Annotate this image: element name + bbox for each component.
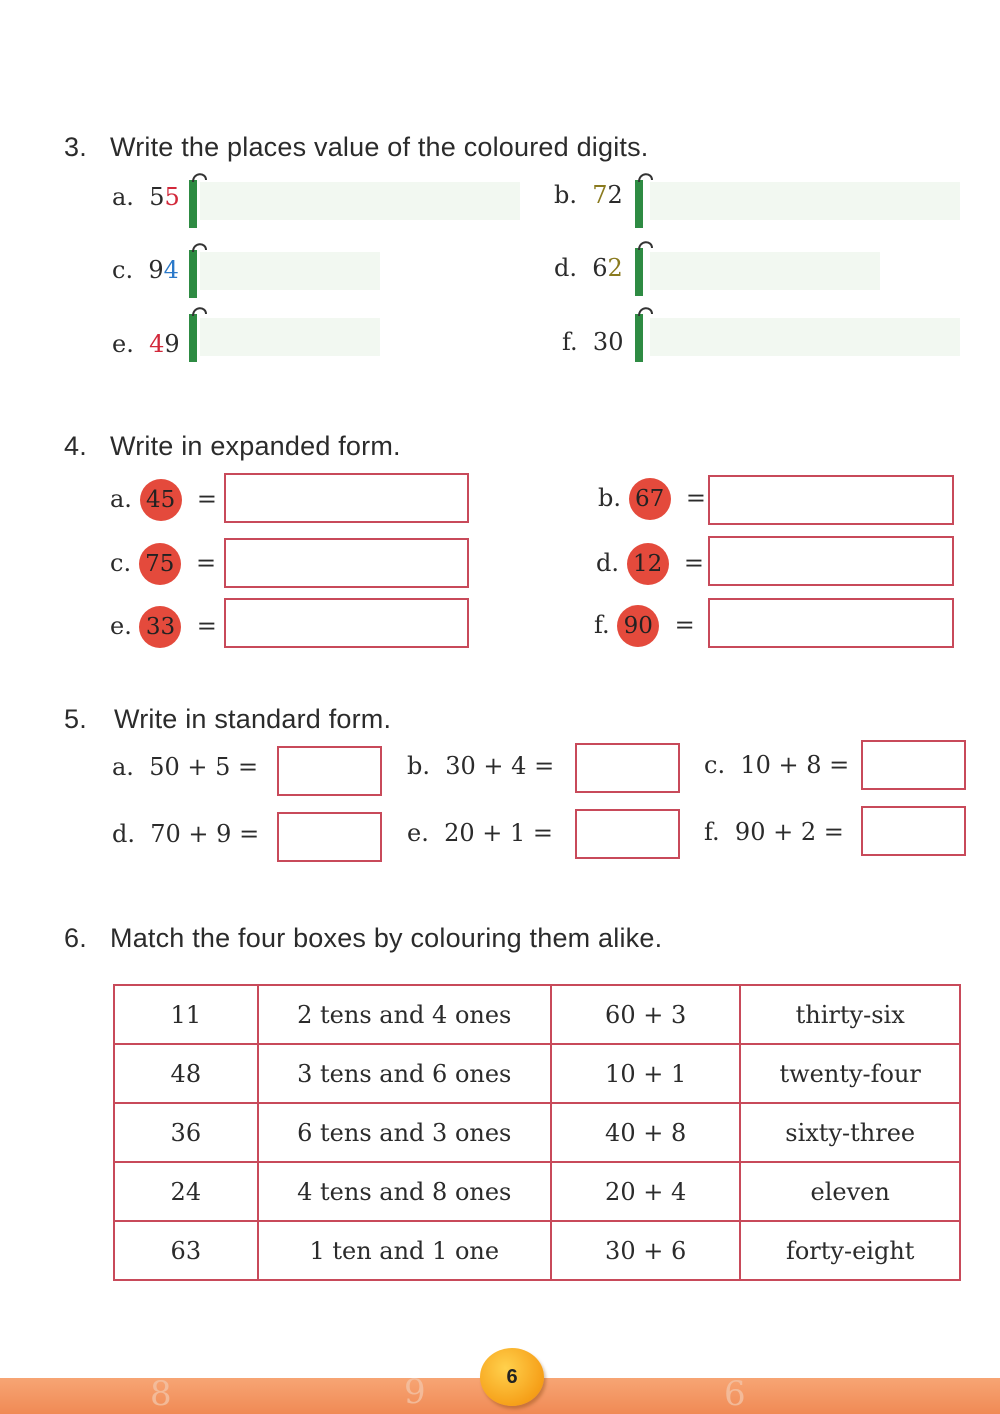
coloured-digit: 4: [149, 330, 165, 358]
bookmark-icon: [632, 304, 662, 364]
q3-item-f: [562, 328, 623, 356]
expression: 20 + 1 =: [444, 819, 554, 847]
match-cell[interactable]: 11: [114, 985, 258, 1044]
match-cell[interactable]: 2 tens and 4 ones: [258, 985, 551, 1044]
q3-item-b: [554, 181, 623, 209]
number-circle: 12: [627, 543, 669, 585]
answer-box[interactable]: [708, 536, 954, 586]
answer-box[interactable]: [575, 743, 680, 793]
match-cell[interactable]: 4 tens and 8 ones: [258, 1162, 551, 1221]
match-cell[interactable]: 1 ten and 1 one: [258, 1221, 551, 1280]
answer-box[interactable]: [861, 740, 966, 790]
table-row: [114, 1044, 960, 1103]
q5-item-f: [704, 818, 844, 846]
coloured-digit: 5: [164, 183, 180, 211]
answer-box[interactable]: [224, 538, 469, 588]
answer-box[interactable]: [277, 746, 382, 796]
item-label: f.: [562, 328, 578, 356]
bookmark-icon: [186, 304, 216, 364]
equals-sign: =: [196, 485, 217, 513]
match-cell[interactable]: 36: [114, 1103, 258, 1162]
match-cell[interactable]: 10 + 1: [551, 1044, 741, 1103]
q4-item-c: [110, 543, 216, 585]
table-row: [114, 1162, 960, 1221]
item-label: c.: [112, 256, 134, 284]
match-cell[interactable]: 30 + 6: [551, 1221, 741, 1280]
answer-strip[interactable]: [650, 182, 960, 220]
number-circle: 67: [629, 478, 671, 520]
ones-digit: 9: [164, 330, 180, 358]
q5-item-a: [112, 753, 258, 781]
item-label: d.: [596, 549, 619, 577]
expression: 90 + 2 =: [734, 818, 844, 846]
expression: 50 + 5 =: [149, 753, 259, 781]
match-cell[interactable]: 60 + 3: [551, 985, 741, 1044]
item-label: c.: [110, 549, 132, 577]
item-label: b.: [554, 181, 577, 209]
item-label: b.: [407, 752, 430, 780]
table-row: [114, 1221, 960, 1280]
number-circle: 75: [139, 543, 181, 585]
tens-digit: 9: [148, 256, 164, 284]
tens-digit: 3: [592, 328, 609, 356]
item-label: f.: [594, 611, 610, 639]
expression: 70 + 9 =: [150, 820, 260, 848]
answer-strip[interactable]: [650, 252, 880, 290]
q3-item-c: [112, 256, 179, 284]
match-cell[interactable]: thirty-six: [740, 985, 960, 1044]
q4-item-f: [594, 605, 695, 647]
decor-digit: 9: [404, 1372, 426, 1412]
item-label: a.: [112, 183, 134, 211]
number-circle: 45: [140, 479, 182, 521]
ones-digit: 0: [608, 328, 624, 356]
answer-box[interactable]: [277, 812, 382, 862]
match-cell[interactable]: forty-eight: [740, 1221, 960, 1280]
coloured-digit: 4: [163, 256, 179, 284]
q5-heading: [64, 704, 391, 735]
tens-digit: 5: [149, 183, 165, 211]
q4-item-a: [110, 479, 217, 521]
match-cell[interactable]: 6 tens and 3 ones: [258, 1103, 551, 1162]
match-cell[interactable]: 48: [114, 1044, 258, 1103]
table-row: [114, 1103, 960, 1162]
decor-digit: 8: [150, 1374, 172, 1414]
item-label: e.: [407, 819, 429, 847]
item-label: c.: [704, 751, 726, 779]
item-label: e.: [112, 330, 134, 358]
q3-heading: [64, 132, 649, 163]
q4-item-e: [110, 606, 217, 648]
answer-strip[interactable]: [200, 252, 380, 290]
match-cell[interactable]: sixty-three: [740, 1103, 960, 1162]
q5-item-e: [407, 819, 553, 847]
number-circle: 33: [139, 606, 181, 648]
answer-box[interactable]: [224, 473, 469, 523]
q3-item-a: [112, 183, 180, 211]
table-row: [114, 985, 960, 1044]
q5-title: Write in standard form.: [114, 704, 392, 734]
equals-sign: =: [685, 484, 707, 512]
q3-item-d: [554, 254, 623, 282]
answer-box[interactable]: [708, 598, 954, 648]
q6-number: 6.: [64, 923, 87, 953]
bookmark-icon: [632, 238, 662, 298]
equals-sign: =: [195, 549, 217, 577]
q6-heading: [64, 923, 662, 954]
q3-title: Write the places value of the coloured digits.: [110, 132, 649, 162]
page-number-badge: 6: [480, 1348, 544, 1406]
match-cell[interactable]: twenty-four: [740, 1044, 960, 1103]
q4-item-b: [598, 478, 706, 520]
item-label: d.: [112, 820, 135, 848]
q6-title: Match the four boxes by colouring them alike.: [110, 923, 663, 953]
item-label: f.: [704, 818, 720, 846]
match-cell[interactable]: 40 + 8: [551, 1103, 741, 1162]
answer-box[interactable]: [861, 806, 966, 856]
equals-sign: =: [674, 611, 695, 639]
number-circle: 90: [617, 605, 659, 647]
q5-item-d: [112, 820, 259, 848]
q3-item-e: [112, 330, 180, 358]
item-label: b.: [598, 484, 621, 512]
answer-strip[interactable]: [200, 182, 520, 220]
ones-digit: 2: [607, 181, 623, 209]
bookmark-icon: [186, 170, 216, 230]
item-label: a.: [112, 753, 134, 781]
match-cell[interactable]: 24: [114, 1162, 258, 1221]
match-cell[interactable]: 20 + 4: [551, 1162, 741, 1221]
expression: 30 + 4 =: [445, 752, 555, 780]
answer-box[interactable]: [708, 475, 954, 525]
coloured-digit: 2: [607, 254, 623, 282]
q4-item-d: [596, 543, 704, 585]
matching-table: [113, 984, 961, 1281]
match-cell[interactable]: 63: [114, 1221, 258, 1280]
q4-title: Write in expanded form.: [110, 431, 401, 461]
answer-strip[interactable]: [200, 318, 380, 356]
equals-sign: =: [196, 612, 217, 640]
q5-item-b: [407, 752, 554, 780]
decor-digit: 6: [724, 1374, 746, 1414]
answer-box[interactable]: [224, 598, 469, 648]
q5-number: 5.: [64, 704, 87, 734]
bookmark-icon: [632, 170, 662, 230]
match-cell[interactable]: eleven: [740, 1162, 960, 1221]
item-label: a.: [110, 485, 132, 513]
answer-box[interactable]: [575, 809, 680, 859]
bookmark-icon: [186, 240, 216, 300]
q3-number: 3.: [64, 132, 87, 162]
q5-item-c: [704, 751, 849, 779]
q4-number: 4.: [64, 431, 87, 461]
answer-strip[interactable]: [650, 318, 960, 356]
equals-sign: =: [683, 549, 705, 577]
coloured-digit: 7: [592, 181, 608, 209]
tens-digit: 6: [592, 254, 608, 282]
match-cell[interactable]: 3 tens and 6 ones: [258, 1044, 551, 1103]
expression: 10 + 8 =: [740, 751, 850, 779]
item-label: e.: [110, 612, 132, 640]
q4-heading: [64, 431, 401, 462]
item-label: d.: [554, 254, 577, 282]
